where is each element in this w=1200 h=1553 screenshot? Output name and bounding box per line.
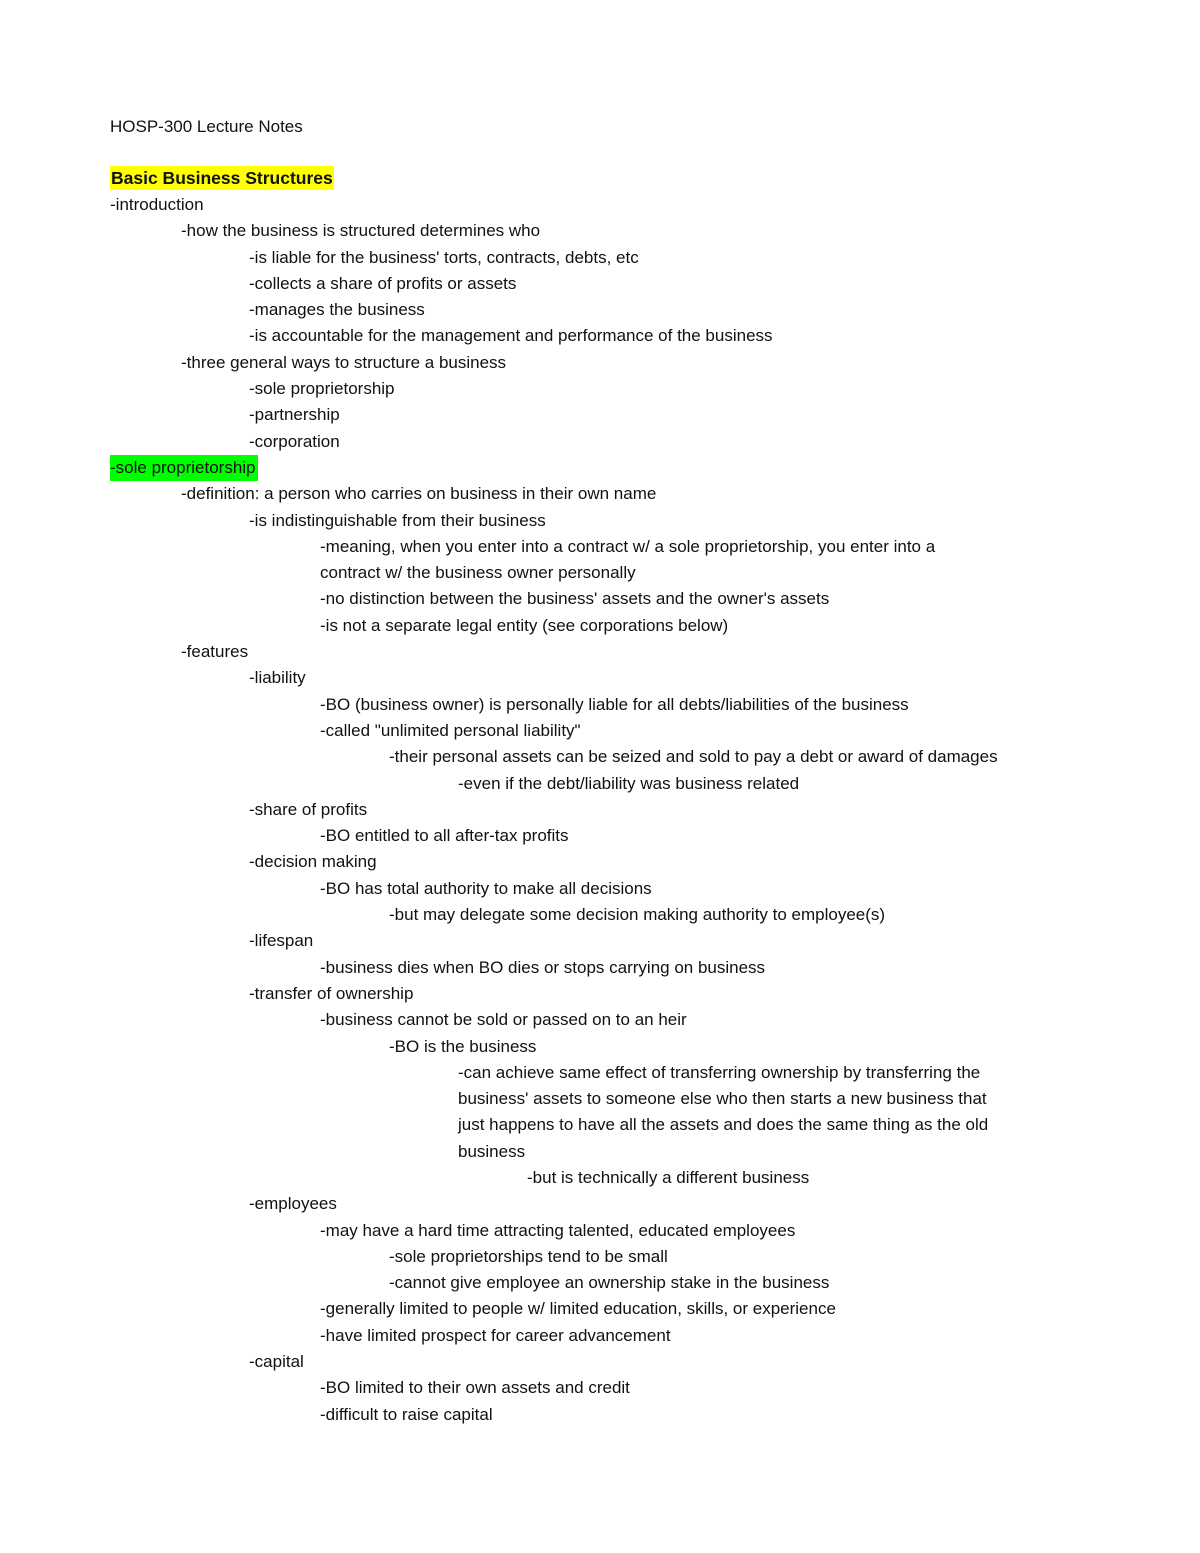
outline-line (0, 508, 1200, 534)
outline-line-text: -share of profits (249, 799, 368, 819)
outline-line (0, 1375, 1200, 1401)
outline-line-text: -is not a separate legal entity (see corporations below) (320, 615, 729, 635)
outline-line (0, 455, 1200, 481)
outline-line-text: -three general ways to structure a business (181, 352, 507, 372)
outline-line (0, 586, 1200, 612)
outline-line (0, 928, 1200, 954)
outline-line-text: -liability (249, 668, 306, 688)
outline-line-text: -is indistinguishable from their business (249, 510, 546, 530)
outline-line (0, 245, 1200, 271)
outline-line-text: -features (181, 642, 249, 662)
outline-line-text: contract w/ the business owner personally (320, 563, 636, 583)
outline-line-text: -BO has total authority to make all decisions (320, 878, 652, 898)
outline-line (0, 955, 1200, 981)
notes-outline (0, 192, 1200, 1428)
outline-line (0, 981, 1200, 1007)
outline-line-text: -how the business is structured determines who (181, 221, 541, 241)
section-label-sole-proprietorship: -sole proprietorship (110, 455, 258, 481)
outline-line (0, 665, 1200, 691)
outline-line (0, 902, 1200, 928)
outline-line (0, 1323, 1200, 1349)
outline-line-text: -business cannot be sold or passed on to an heir (320, 1010, 687, 1030)
outline-line (0, 718, 1200, 744)
outline-line-text: -even if the debt/liability was business related (458, 773, 800, 793)
outline-line (0, 271, 1200, 297)
outline-line (0, 1270, 1200, 1296)
outline-line-text: -meaning, when you enter into a contract w/ a sole proprietorship, you enter into a (320, 536, 936, 556)
outline-line (0, 1296, 1200, 1322)
outline-line (0, 1349, 1200, 1375)
outline-line (0, 771, 1200, 797)
outline-line-text: business (458, 1141, 526, 1161)
document-title: HOSP-300 Lecture Notes (110, 117, 303, 136)
outline-line (0, 1007, 1200, 1033)
outline-line-text: -transfer of ownership (249, 983, 414, 1003)
outline-line-text: -employees (249, 1194, 337, 1214)
outline-line (0, 1112, 1200, 1138)
outline-line-text: -sole proprietorships tend to be small (389, 1246, 668, 1266)
outline-line-text: -business dies when BO dies or stops carrying on business (320, 957, 766, 977)
outline-line-text: -have limited prospect for career advancement (320, 1325, 671, 1345)
outline-line (0, 402, 1200, 428)
outline-line-text: -is accountable for the management and performance of the business (249, 326, 773, 346)
outline-line-text: -sole proprietorship (249, 379, 395, 399)
outline-line-text: -BO limited to their own assets and credit (320, 1378, 630, 1398)
outline-line (0, 639, 1200, 665)
outline-line (0, 1402, 1200, 1428)
outline-line-text: -but is technically a different business (527, 1167, 810, 1187)
outline-line (0, 534, 1200, 560)
outline-line-text: -generally limited to people w/ limited education, skills, or experience (320, 1299, 836, 1319)
outline-line (0, 481, 1200, 507)
outline-line (0, 297, 1200, 323)
outline-line-text: -can achieve same effect of transferring ownership by transferring the (458, 1062, 981, 1082)
outline-line-text: -BO is the business (389, 1036, 537, 1056)
outline-line-text: -cannot give employee an ownership stake in the business (389, 1273, 830, 1293)
outline-line (0, 1191, 1200, 1217)
outline-line (0, 1165, 1200, 1191)
outline-line-text: -corporation (249, 431, 340, 451)
outline-line-text: -no distinction between the business' assets and the owner's assets (320, 589, 830, 609)
outline-line (0, 1218, 1200, 1244)
outline-line-text: -BO (business owner) is personally liable for all debts/liabilities of the business (320, 694, 909, 714)
outline-line-text: -introduction (110, 195, 204, 214)
outline-line (0, 1139, 1200, 1165)
outline-line (0, 1244, 1200, 1270)
outline-line-text: just happens to have all the assets and does the same thing as the old (458, 1115, 989, 1135)
outline-line-text: -is liable for the business' torts, contracts, debts, etc (249, 247, 639, 267)
outline-line (0, 797, 1200, 823)
outline-line-text: -collects a share of profits or assets (249, 273, 517, 293)
outline-line (0, 849, 1200, 875)
outline-line (0, 1086, 1200, 1112)
outline-line-text: -decision making (249, 852, 377, 872)
outline-line (0, 192, 1200, 218)
outline-line (0, 429, 1200, 455)
outline-line (0, 823, 1200, 849)
outline-line (0, 1034, 1200, 1060)
outline-line-text: -their personal assets can be seized and sold to pay a debt or award of damages (389, 747, 998, 767)
outline-line-text: business' assets to someone else who then starts a new business that (458, 1089, 987, 1109)
outline-line (0, 218, 1200, 244)
outline-line (0, 350, 1200, 376)
outline-line-text: -difficult to raise capital (320, 1404, 493, 1424)
outline-line (0, 323, 1200, 349)
outline-line-text: -may have a hard time attracting talented, educated employees (320, 1220, 796, 1240)
outline-line (0, 744, 1200, 770)
outline-line-text: -manages the business (249, 300, 425, 320)
outline-line (0, 613, 1200, 639)
outline-line (0, 692, 1200, 718)
outline-line-text: -called "unlimited personal liability" (320, 720, 581, 740)
outline-line-text: -lifespan (249, 931, 314, 951)
outline-line (0, 376, 1200, 402)
outline-line-text: -but may delegate some decision making authority to employee(s) (389, 905, 886, 925)
outline-line (0, 876, 1200, 902)
outline-line-text: -capital (249, 1352, 304, 1372)
section-heading: Basic Business Structures (111, 168, 333, 188)
outline-line (0, 1060, 1200, 1086)
outline-line-text: -definition: a person who carries on business in their own name (181, 484, 657, 504)
outline-line-text: -partnership (249, 405, 340, 425)
outline-line (0, 560, 1200, 586)
outline-line-text: -BO entitled to all after-tax profits (320, 826, 569, 846)
